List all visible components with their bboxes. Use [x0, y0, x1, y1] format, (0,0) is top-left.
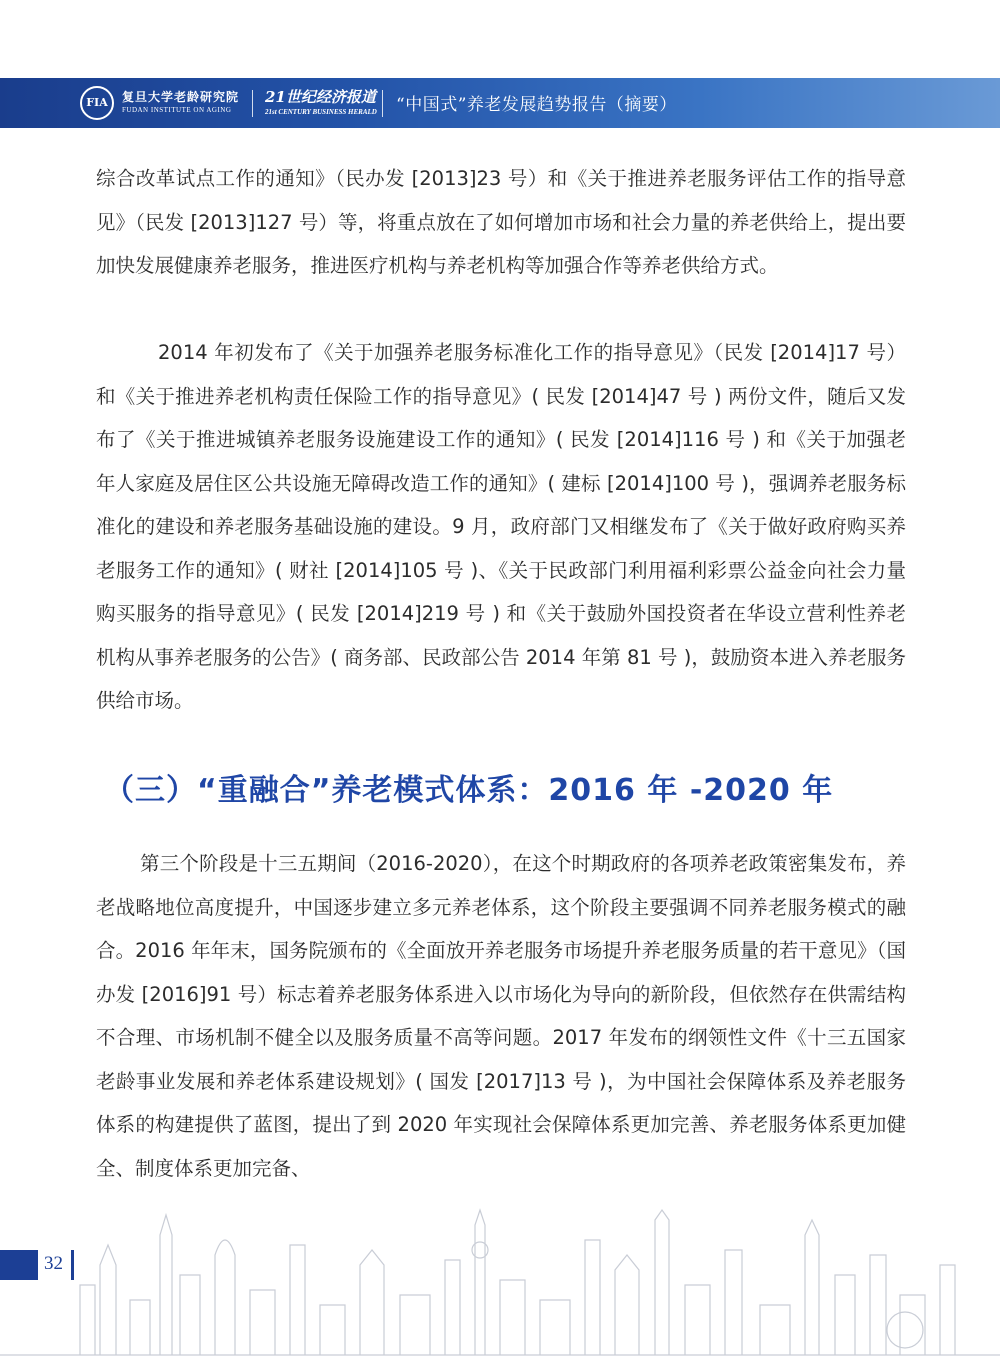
header-divider: [252, 90, 253, 117]
newspaper-name-en: 21st CENTURY BUSINESS HERALD: [265, 108, 377, 116]
newspaper-name-cn: 21世纪经济报道: [265, 88, 376, 106]
page-number: 32: [44, 1253, 63, 1274]
institute-logo-icon: FIA: [80, 86, 114, 120]
city-skyline-illustration: [0, 1205, 1000, 1356]
section-heading: （三）“重融合”养老模式体系：2016 年 -2020 年: [104, 773, 834, 808]
institute-name-cn: 复旦大学老龄研究院: [122, 90, 240, 104]
header-divider: [382, 90, 383, 117]
report-title: “中国式”养老发展趋势报告（摘要）: [396, 95, 677, 115]
page-number-block: [0, 1250, 38, 1280]
page-number-bar: [71, 1250, 74, 1280]
body-paragraph-2: 2014 年初发布了《关于加强养老服务标准化工作的指导意见》（民发 [2014]17 号）和《关于推进养老机构责任保险工作的指导意见》( 民发 [2014]47 号 ) 两份文件，随后又发布了《关于推进城镇养老服务设施建设工作的通知》( 民发 [2014]116 号 ) 和《关于加强老年人家庭及居住区公共设施无障碍改造工作的通知》( 建标 [2014]100 号 )，强调养老服务标准化的建设和养老服务基础设施的建设。9 月，政府部门又相继发布了《关于做好政府购买养老服务工作的通知》( 财社 [2014]105 号 )、《关于民政部门利用福利彩票公益金向社会力量购买服务的指导意见》( 民发 [2014]219 号 ) 和《关于鼓励外国投资者在华设立营利性养老机构从事养老服务的公告》( 商务部、民政部公告 2014 年第 81 号 )，鼓励资本进入养老服务供给市场。: [96, 341, 906, 712]
institute-name-en: FUDAN INSTITUTE ON AGING: [122, 106, 232, 114]
body-paragraph-1: 综合改革试点工作的通知》（民办发 [2013]23 号）和《关于推进养老服务评估工作的指导意见》（民发 [2013]127 号）等，将重点放在了如何增加市场和社会力量的养老供给上，提出要加快发展健康养老服务，推进医疗机构与养老机构等加强合作等养老供给方式。: [96, 167, 906, 277]
header-banner: [0, 78, 1000, 128]
body-paragraph-3: 第三个阶段是十三五期间（2016-2020），在这个时期政府的各项养老政策密集发布，养老战略地位高度提升，中国逐步建立多元养老体系，这个阶段主要强调不同养老服务模式的融合。2016 年年末，国务院颁布的《全面放开养老服务市场提升养老服务质量的若干意见》（国办发 [2016]91 号）标志着养老服务体系进入以市场化为导向的新阶段，但依然存在供需结构不合理、市场机制不健全以及服务质量不高等问题。2017 年发布的纲领性文件《十三五国家老龄事业发展和养老体系建设规划》( 国发 [2017]13 号 )，为中国社会保障体系及养老服务体系的构建提供了蓝图，提出了到 2020 年实现社会保障体系更加完善、养老服务体系更加健全、制度体系更加完备、: [96, 852, 906, 1180]
